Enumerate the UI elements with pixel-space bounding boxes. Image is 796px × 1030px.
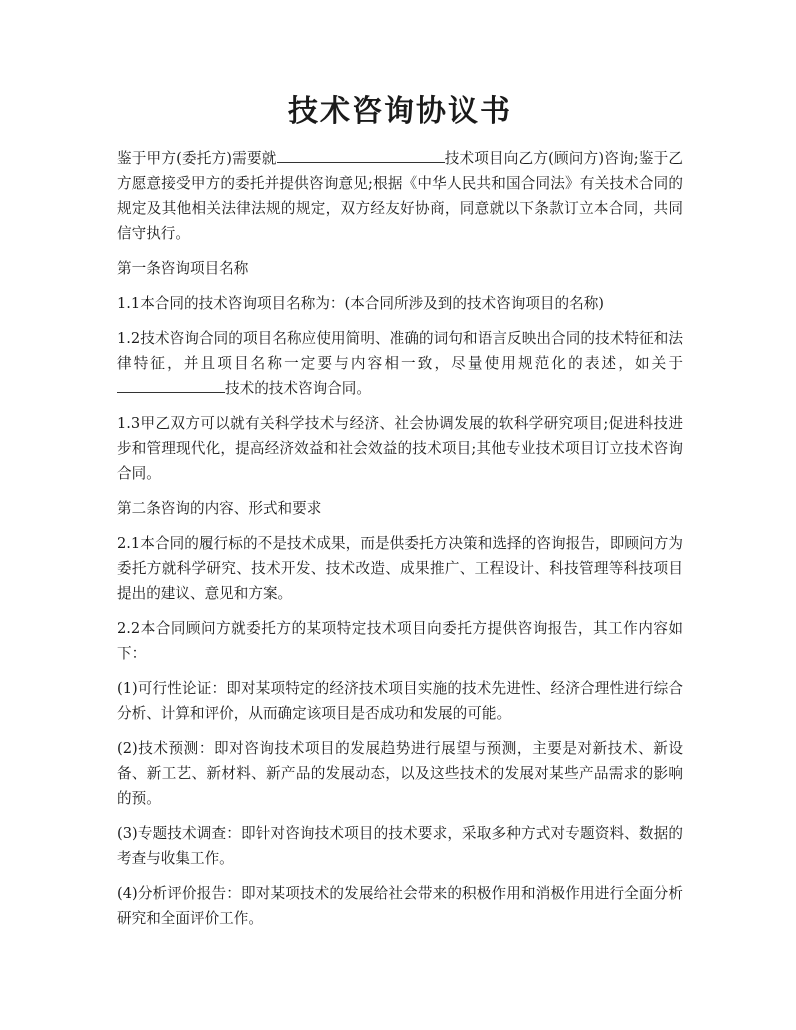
- intro-paragraph: [117, 146, 683, 246]
- work-item-1: (1)可行性论证：即对某项特定的经济技术项目实施的技术先进性、经济合理性进行综合分析、计算和评价，从而确定该项目是否成功和发展的可能。: [117, 680, 683, 722]
- clause-2-1: 2.1本合同的履行标的不是技术成果，而是供委托方决策和选择的咨询报告，即顾问方为委托方就科学研究、技术开发、技术改造、成果推广、工程设计、科技管理等科技项目提出的建议、意见和方案。: [117, 535, 683, 602]
- section-2-heading: 第二条咨询的内容、形式和要求: [117, 500, 322, 517]
- intro-text-2: 技术项目向乙方(顾问方)咨询;鉴于乙方愿意接受甲方的委托并提供咨询意见;根据《中华人民共和国合同法》有关技术合同的规定及其他相关法律法规的规定，双方经友好协商，同意就以下条款订立本合同，共同信守执行。: [117, 150, 683, 242]
- clause-1-3: 1.3甲乙双方可以就有关科学技术与经济、社会协调发展的软科学研究项目;促进科技进步和管理现代化，提高经济效益和社会效益的技术项目;其他专业技术项目订立技术咨询合同。: [117, 415, 683, 482]
- intro-text-1: 鉴于甲方(委托方)需要就: [117, 150, 277, 167]
- document-title: 技术咨询协议书: [288, 94, 512, 129]
- technology-name-blank: [117, 376, 225, 393]
- clause-2-2: 2.2本合同顾问方就委托方的某项特定技术项目向委托方提供咨询报告，其工作内容如下：: [117, 620, 683, 662]
- work-item-3: (3)专题技术调查：即针对咨询技术项目的技术要求，采取多种方式对专题资料、数据的考查与收集工作。: [117, 825, 683, 867]
- project-name-blank: [277, 146, 445, 163]
- clause-1-1: 1.1本合同的技术咨询项目名称为：(本合同所涉及到的技术咨询项目的名称): [117, 295, 605, 312]
- clause-1-2-text-2: 技术的技术咨询合同。: [225, 380, 371, 397]
- clause-1-2-text-1: 1.2技术咨询合同的项目名称应使用简明、准确的词句和语言反映出合同的技术特征和法律特征，并且项目名称一定要与内容相一致，尽量使用规范化的表述，如关于: [117, 330, 683, 372]
- clause-1-2: [117, 326, 683, 401]
- section-1-heading: 第一条咨询项目名称: [117, 260, 249, 277]
- document-body: [117, 146, 683, 941]
- work-item-2: (2)技术预测：即对咨询技术项目的发展趋势进行展望与预测，主要是对新技术、新设备、新工艺、新材料、新产品的发展动态，以及这些技术的发展对某些产品需求的影响的预。: [117, 740, 683, 807]
- work-item-4: (4)分析评价报告：即对某项技术的发展给社会带来的积极作用和消极作用进行全面分析研究和全面评价工作。: [117, 885, 683, 927]
